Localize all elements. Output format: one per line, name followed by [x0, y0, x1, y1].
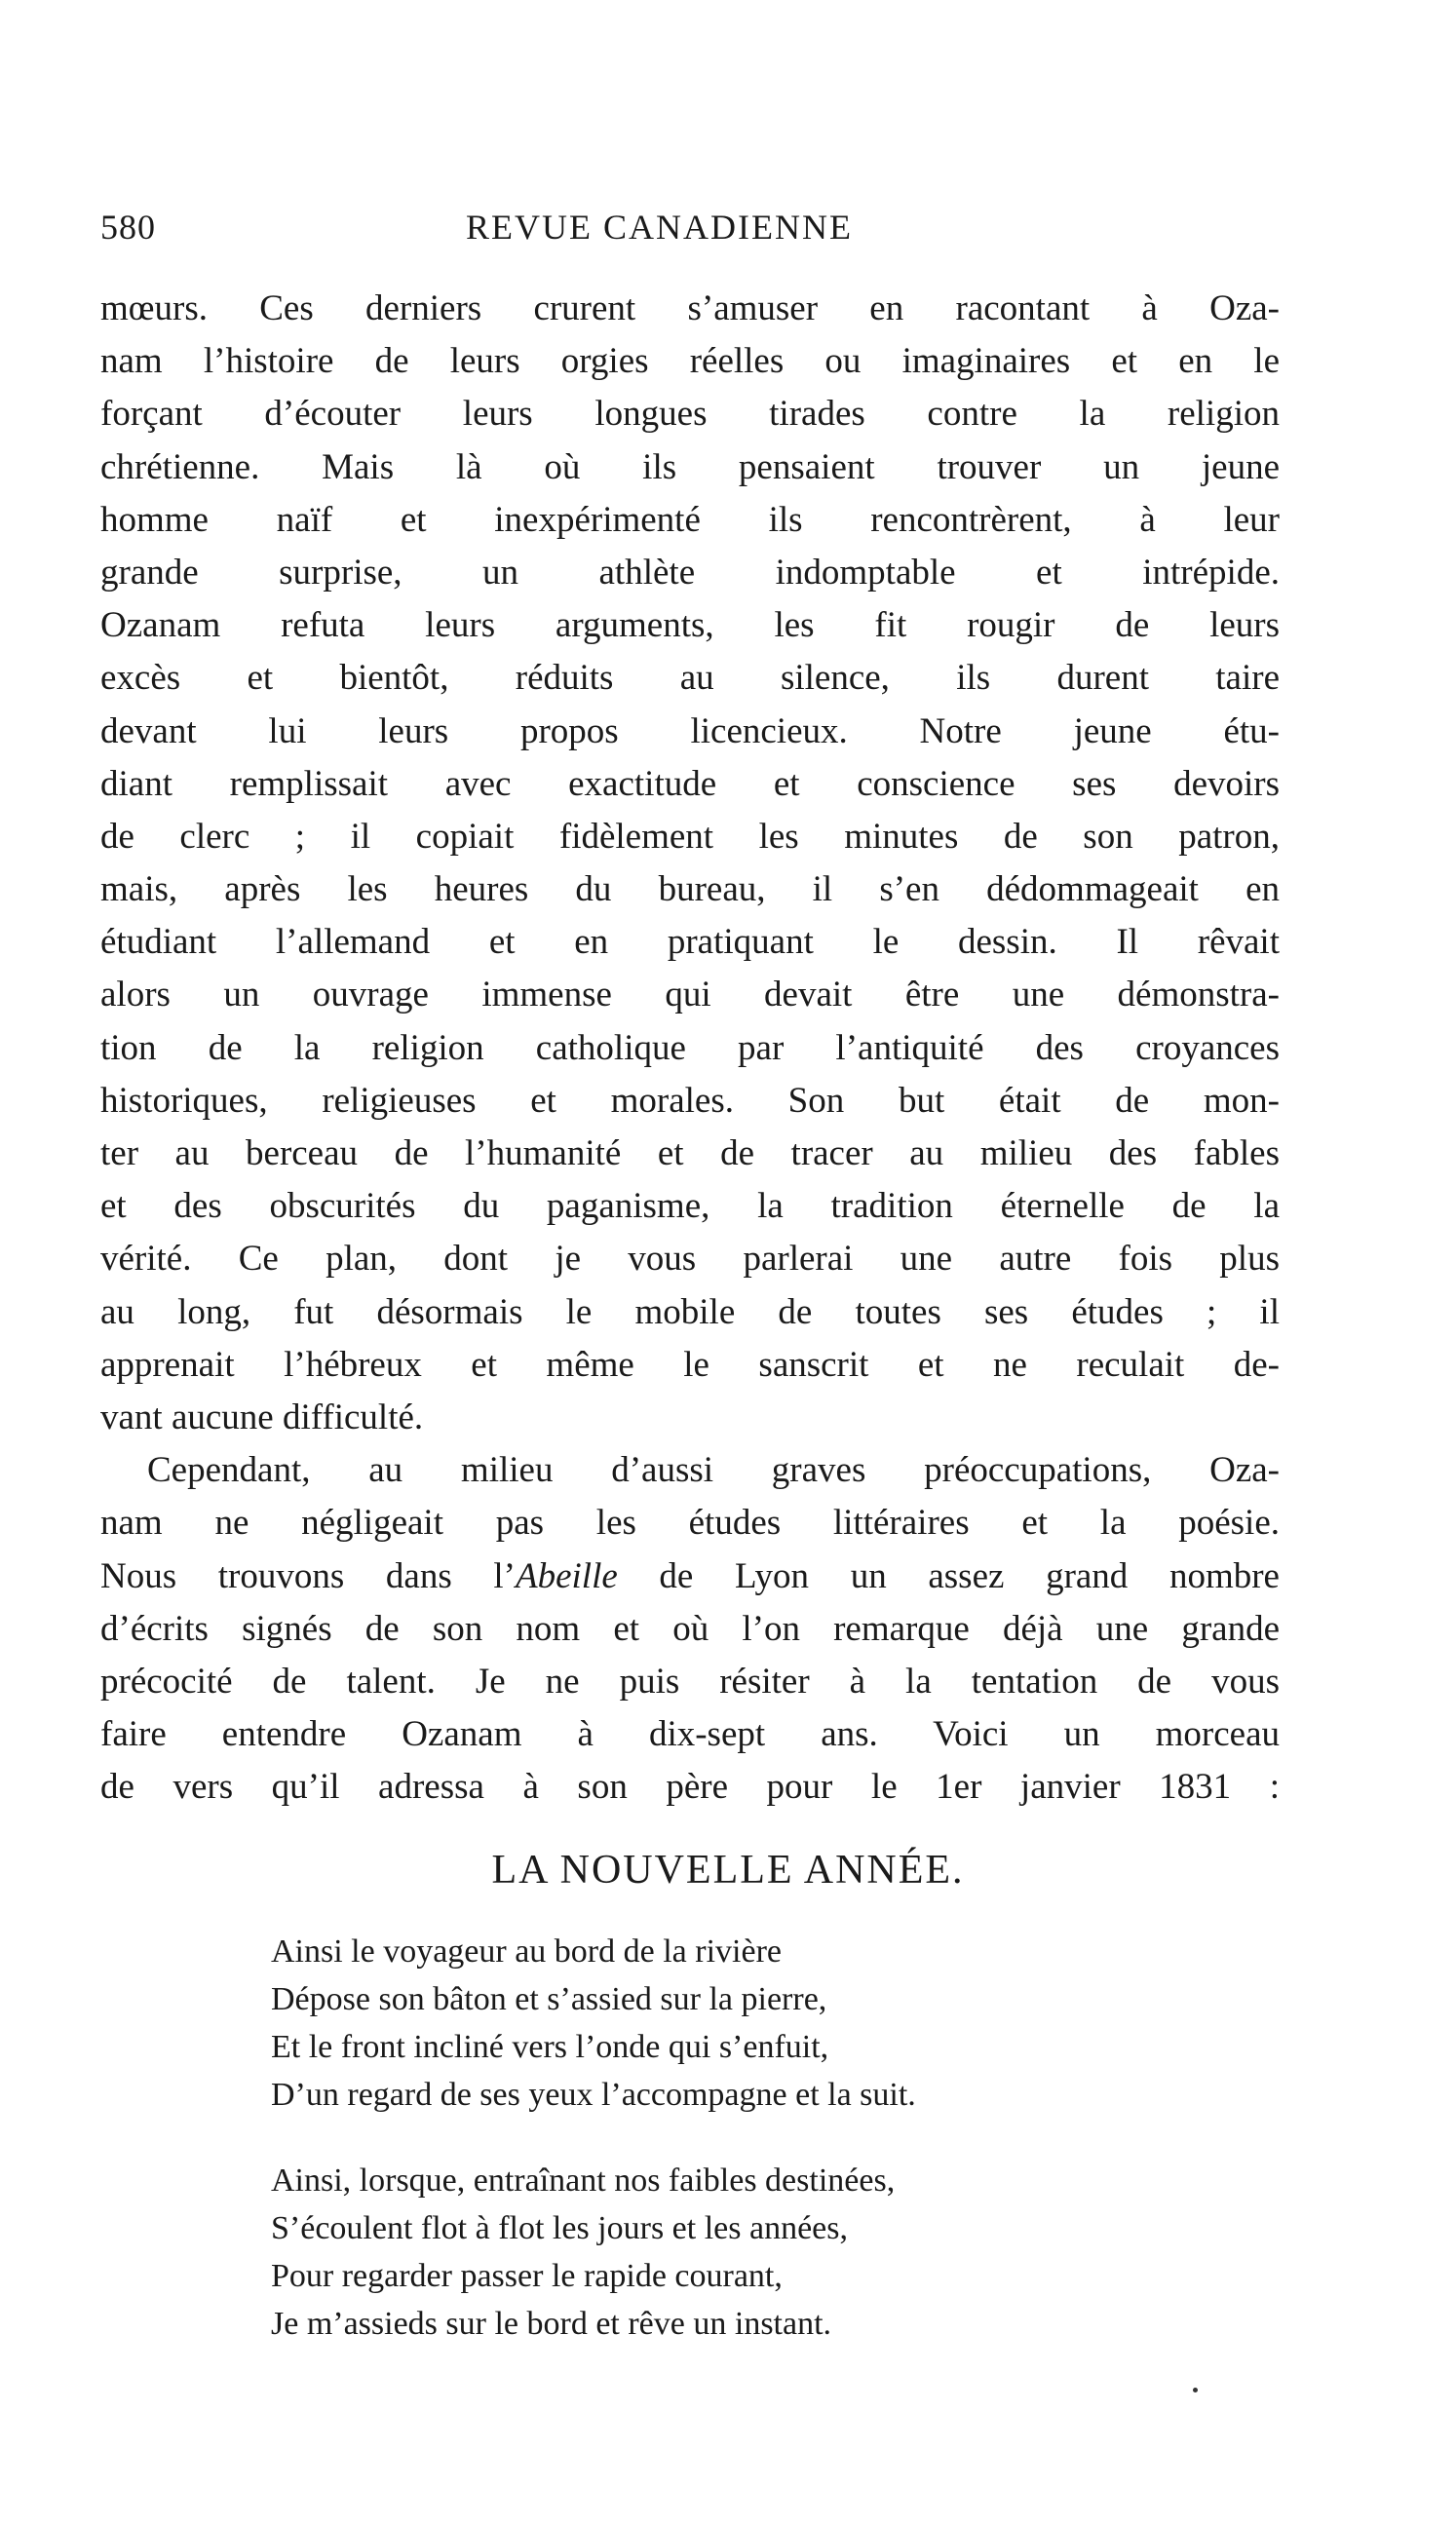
- poem-verse: Et le front incliné vers l’onde qui s’enfuit,: [271, 2029, 829, 2065]
- text-line: Ozanam refuta leurs arguments, les fit rougir de leurs: [100, 605, 1280, 646]
- text-fragment: de Lyon un assez grand nombre: [617, 1555, 1280, 1596]
- text-line-with-italic: [100, 1550, 1280, 1603]
- text-line: de vers qu’il adressa à son père pour le 1er janvier 1831 :: [100, 1767, 1280, 1808]
- text-line: historiques, religieuses et morales. Son but était de mon-: [100, 1080, 1280, 1121]
- italic-title-abeille: Abeille: [515, 1555, 618, 1596]
- poem-title: LA NOUVELLE ANNÉE.: [491, 1848, 965, 1893]
- text-line: grande surprise, un athlète indomptable et intrépide.: [100, 552, 1280, 593]
- text-line: précocité de talent. Je ne puis résiter à la tentation de vous: [100, 1661, 1280, 1702]
- poem-stanza-2: [271, 2157, 1148, 2348]
- poem-verse: Dépose son bâton et s’assied sur la pierre,: [271, 1981, 827, 2017]
- text-line: excès et bientôt, réduits au silence, ils durent taire: [100, 658, 1280, 699]
- journal-title: REVUE CANADIENNE: [466, 208, 853, 247]
- text-line: mœurs. Ces derniers crurent s’amuser en racontant à Oza-: [100, 288, 1280, 328]
- text-line: tion de la religion catholique par l’antiquité des croyances: [100, 1027, 1280, 1068]
- text-line: forçant d’écouter leurs longues tirades contre la religion: [100, 394, 1280, 435]
- poem-verse: Ainsi, lorsque, entraînant nos faibles destinées,: [271, 2162, 896, 2199]
- text-line: nam l’histoire de leurs orgies réelles ou imaginaires et en le: [100, 341, 1280, 382]
- poem-verse: Pour regarder passer le rapide courant,: [271, 2258, 783, 2294]
- running-header: [100, 207, 919, 255]
- text-line: vérité. Ce plan, dont je vous parlerai une autre fois plus: [100, 1239, 1280, 1280]
- paragraph-start-line: Cependant, au milieu d’aussi graves préoccupations, Oza-: [147, 1450, 1280, 1491]
- text-fragment: Nous trouvons dans l’: [100, 1555, 516, 1596]
- text-line: mais, après les heures du bureau, il s’en dédommageait en: [100, 869, 1280, 910]
- text-line: alors un ouvrage immense qui devait être une démonstra-: [100, 975, 1280, 1015]
- text-line: chrétienne. Mais là où ils pensaient trouver un jeune: [100, 446, 1280, 487]
- text-line: au long, fut désormais le mobile de toutes ses études ; il: [100, 1291, 1280, 1332]
- text-line: devant lui leurs propos licencieux. Notre jeune étu-: [100, 710, 1280, 751]
- body-text: [100, 283, 1280, 1814]
- text-line: ter au berceau de l’humanité et de tracer au milieu des fables: [100, 1133, 1280, 1173]
- text-line: homme naïf et inexpérimenté ils rencontrèrent, à leur: [100, 499, 1280, 540]
- text-line: vant aucune difficulté.: [100, 1397, 424, 1437]
- text-line: et des obscurités du paganisme, la tradition éternelle de la: [100, 1186, 1280, 1227]
- poem-stanza-1: [271, 1928, 1148, 2119]
- poem-verse: Je m’assieds sur le bord et rêve un instant.: [271, 2306, 832, 2342]
- poem-verse: S’écoulent flot à flot les jours et les années,: [271, 2210, 848, 2246]
- text-line: apprenait l’hébreux et même le sanscrit et ne reculait de-: [100, 1344, 1280, 1385]
- text-line: diant remplissait avec exactitude et conscience ses devoirs: [100, 763, 1280, 804]
- text-line: d’écrits signés de son nom et où l’on remarque déjà une grande: [100, 1608, 1280, 1649]
- text-line: nam ne négligeait pas les études littéraires et la poésie.: [100, 1503, 1280, 1544]
- text-line: étudiant l’allemand et en pratiquant le dessin. Il rêvait: [100, 922, 1280, 963]
- text-line: de clerc ; il copiait fidèlement les minutes de son patron,: [100, 816, 1280, 857]
- page-number: 580: [100, 208, 156, 247]
- text-line: faire entendre Ozanam à dix-sept ans. Voici un morceau: [100, 1714, 1280, 1755]
- printer-dot-mark: [1193, 2388, 1198, 2392]
- poem-verse: Ainsi le voyageur au bord de la rivière: [271, 1933, 782, 1970]
- poem-verse: D’un regard de ses yeux l’accompagne et la suit.: [271, 2077, 916, 2113]
